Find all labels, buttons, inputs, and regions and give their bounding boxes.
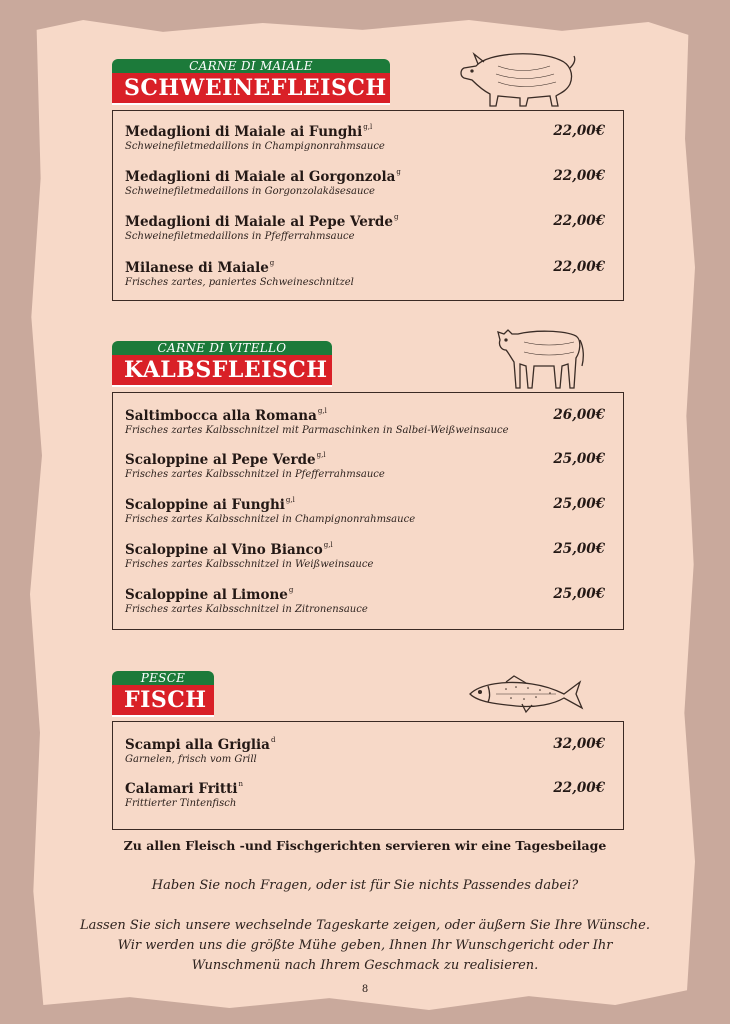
item-name: Scaloppine al Vino Bianco — [125, 542, 323, 558]
menu-box-fish — [112, 721, 624, 830]
item-name: Medaglioni di Maiale ai Funghi — [125, 124, 363, 140]
item-price: 25,00€ — [553, 451, 605, 467]
question-note: Haben Sie noch Fragen, oder ist für Sie nichts Passendes dabei? — [151, 878, 579, 893]
menu-item — [125, 736, 605, 765]
item-allergens: g — [269, 259, 275, 267]
menu-item — [125, 541, 605, 570]
menu-item — [125, 586, 605, 615]
wish-note-line-1: Lassen Sie sich unsere wechselnde Tageskarte zeigen, oder äußern Sie Ihre Wünsche. — [79, 918, 650, 933]
menu-item — [125, 780, 605, 809]
pig-icon — [458, 44, 578, 110]
item-allergens: g — [288, 586, 294, 594]
item-name: Scaloppine ai Funghi — [125, 497, 285, 513]
item-allergens: g — [396, 168, 401, 176]
menu-item — [125, 123, 605, 152]
fish-icon — [466, 672, 586, 716]
item-description: Frittierter Tintenfisch — [125, 798, 237, 809]
item-price: 32,00€ — [553, 736, 605, 752]
menu-item — [125, 259, 605, 288]
item-name: Milanese di Maiale — [125, 260, 269, 276]
cow-icon — [494, 322, 584, 392]
section-subtitle: CARNE DI VITELLO — [112, 341, 332, 355]
item-name: Medaglioni di Maiale al Gorgonzola — [125, 169, 396, 185]
section-title: KALBSFLEISCH — [112, 355, 332, 387]
item-description: Garnelen, frisch vom Grill — [125, 754, 257, 765]
item-name: Scaloppine al Pepe Verde — [125, 452, 316, 468]
menu-item — [125, 451, 605, 480]
item-price: 22,00€ — [553, 123, 605, 139]
menu-box-veal — [112, 392, 624, 630]
item-price: 26,00€ — [553, 407, 605, 423]
side-dish-note: Zu allen Fleisch -und Fischgerichten servieren wir eine Tagesbeilage — [123, 838, 607, 853]
menu-item — [125, 496, 605, 525]
item-name: Saltimbocca alla Romana — [125, 408, 317, 424]
menu-item — [125, 407, 605, 436]
item-price: 22,00€ — [553, 168, 605, 184]
section-title: FISCH — [112, 685, 214, 717]
item-description: Frisches zartes Kalbsschnitzel in Pfefferrahmsauce — [125, 469, 385, 480]
section-subtitle: CARNE DI MAIALE — [112, 59, 390, 73]
item-price: 22,00€ — [553, 259, 605, 275]
menu-box-pork — [112, 110, 624, 301]
item-price: 25,00€ — [553, 586, 605, 602]
item-allergens: n — [238, 780, 244, 788]
item-price: 22,00€ — [553, 780, 605, 796]
item-description: Frisches zartes Kalbsschnitzel in Zitronensauce — [125, 604, 368, 615]
item-name: Calamari Fritti — [125, 781, 238, 797]
wish-note-line-3: Wunschmenü nach Ihrem Geschmack zu realisieren. — [191, 958, 539, 973]
page-number: 8 — [361, 984, 369, 995]
item-allergens: d — [270, 736, 276, 744]
item-price: 25,00€ — [553, 496, 605, 512]
item-description: Frisches zartes Kalbsschnitzel mit Parmaschinken in Salbei-Weißweinsauce — [125, 425, 509, 436]
section-title: SCHWEINEFLEISCH — [112, 73, 390, 105]
item-allergens: g — [393, 213, 399, 221]
item-allergens: g,l — [317, 407, 327, 415]
item-name: Medaglioni di Maiale al Pepe Verde — [125, 214, 393, 230]
item-allergens: g,l — [323, 541, 333, 549]
item-price: 25,00€ — [553, 541, 605, 557]
item-allergens: g,l — [285, 496, 295, 504]
item-name: Scampi alla Griglia — [125, 737, 270, 753]
menu-item — [125, 213, 605, 242]
item-price: 22,00€ — [553, 213, 605, 229]
section-subtitle: PESCE — [112, 671, 214, 685]
wish-note-line-2: Wir werden uns die größte Mühe geben, Ihnen Ihr Wunschgericht oder Ihr — [117, 938, 613, 953]
item-allergens: g,l — [316, 451, 326, 459]
item-description: Schweinefiletmedaillons in Pfefferrahmsauce — [125, 231, 355, 242]
item-description: Frisches zartes Kalbsschnitzel in Champignonrahmsauce — [125, 514, 416, 525]
item-description: Schweinefiletmedaillons in Gorgonzolakäsesauce — [125, 186, 375, 197]
item-name: Scaloppine al Limone — [125, 587, 288, 603]
item-allergens: g,l — [363, 123, 373, 131]
item-description: Frisches zartes, paniertes Schweineschnitzel — [125, 277, 354, 288]
item-description: Frisches zartes Kalbsschnitzel in Weißweinsauce — [125, 559, 374, 570]
menu-item — [125, 168, 605, 197]
item-description: Schweinefiletmedaillons in Champignonrahmsauce — [125, 141, 385, 152]
